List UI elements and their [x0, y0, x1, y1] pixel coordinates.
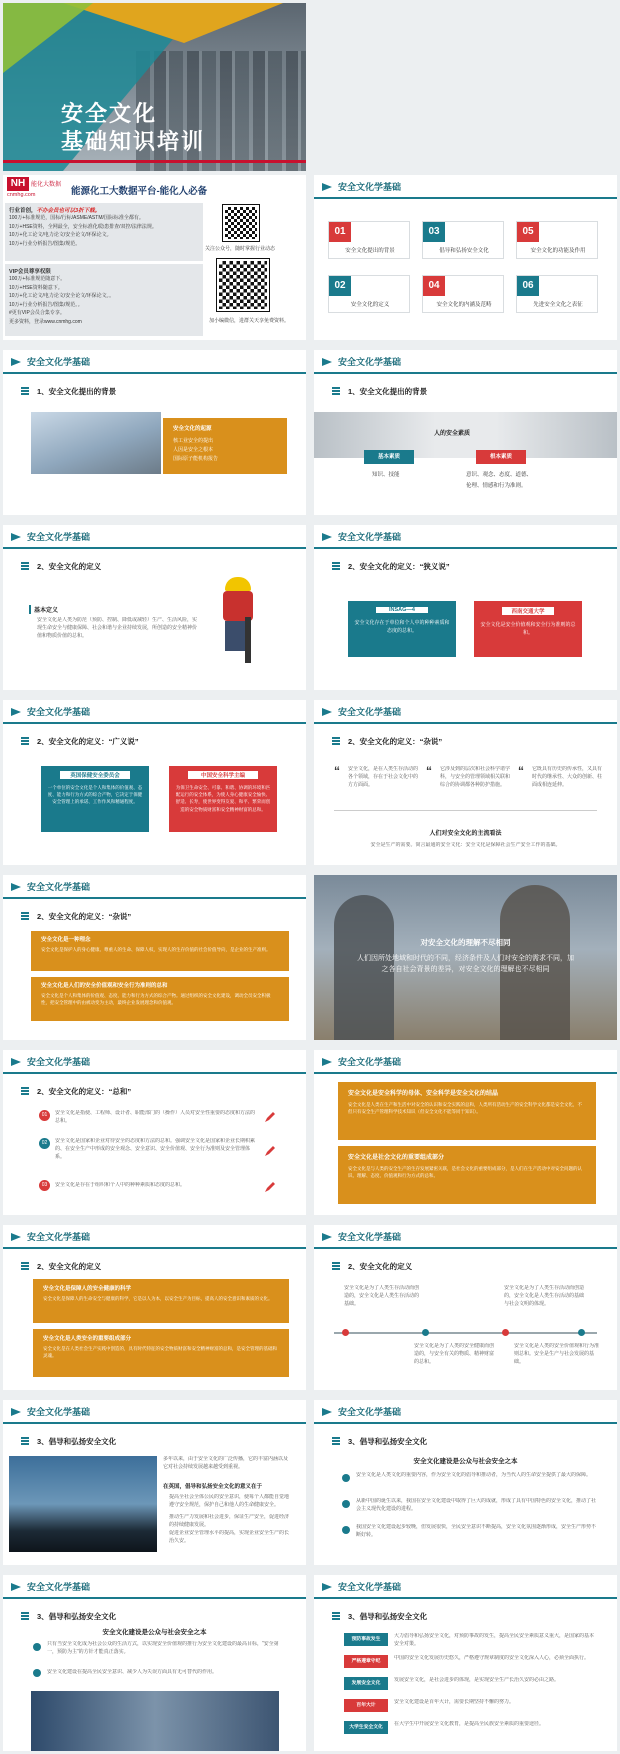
- section-title: 安全文化学基础: [27, 1232, 91, 1242]
- slide-sum-definition: [3, 1050, 306, 1215]
- toc-num: 01: [329, 222, 351, 242]
- slide-advocate-3: [3, 1575, 306, 1751]
- role-text: 在大学生中开展安全文化教育，是提高全民族安全素质的重要途径。: [394, 1721, 545, 1727]
- origin-item: 人因是安全之根本: [173, 447, 214, 453]
- slide-header: [314, 525, 617, 551]
- subtitle: 3、倡导和弘扬安全文化: [332, 1611, 427, 1622]
- workers-photo: [31, 412, 161, 474]
- qr1-caption: 关注公众号，随时掌握行业动态: [205, 246, 276, 252]
- vip-item: 100万+标准规范随意下。: [9, 276, 66, 282]
- advocate-title: 安全文化建设是公众与社会安全之本: [102, 1629, 207, 1636]
- list-icon: [332, 1612, 340, 1620]
- check-icon: [342, 1526, 350, 1534]
- qr-code-wechat-public: [223, 205, 259, 241]
- origin-item: 核工业安全的提出: [173, 438, 214, 444]
- slide-header: [3, 525, 306, 551]
- subtitle: 2、安全文化的定义：“广义说”: [21, 736, 139, 747]
- slide-cover: [3, 3, 306, 171]
- slide-definition-timeline: [314, 1225, 617, 1390]
- subtitle: 1、安全文化提出的背景: [332, 386, 427, 397]
- definition-block: [33, 1279, 289, 1323]
- slide-header: [3, 1050, 306, 1076]
- header-arrow-icon: [322, 1583, 332, 1591]
- quote-icon: “: [518, 764, 524, 778]
- header-arrow-icon: [322, 1233, 332, 1241]
- quality-center-label: 人的安全素质: [434, 431, 471, 437]
- logo-site: cnmhg.com: [7, 192, 36, 198]
- qr-code-editor-wechat: [217, 259, 269, 311]
- slide-header: [3, 350, 306, 376]
- subtitle: 2、安全文化的定义：“杂说”: [332, 736, 442, 747]
- toc-num: 06: [517, 276, 539, 296]
- toc-label: 安全文化提出的背景: [345, 248, 395, 254]
- ad-headline: 能源化工大数据平台-能化人必备: [71, 186, 208, 197]
- root-quality-desc: 意识、观念、态度、道德、: [466, 472, 533, 478]
- origin-box: [163, 418, 287, 474]
- definition-block-text: 安全文化是在人类社会生产实践中创造的，具有时代特征的安全物质财富和安全精神财富的总和，是安全管理的基础和灵魂。: [43, 1346, 277, 1359]
- header-arrow-icon: [322, 358, 332, 366]
- header-arrow-icon: [322, 1408, 332, 1416]
- toc-label: 安全文化的定义: [350, 302, 390, 308]
- toc-num: 02: [329, 276, 351, 296]
- sum-text: 安全文化是指使、工程师、设计者、职能部门的（操作）人员对安全性重要的态度和方法的总和。: [55, 1110, 255, 1124]
- slide-definition-blocks: [3, 1225, 306, 1390]
- list-icon: [332, 387, 340, 395]
- list-icon: [21, 737, 29, 745]
- swjtu-box: [474, 601, 582, 657]
- slide-header: [314, 1225, 617, 1251]
- logo-name: 能化大数据: [31, 182, 62, 188]
- slide-misc-definition: [314, 700, 617, 865]
- china-safety-text: 为保卫生命安全、可靠、和谐、协调的环境和匹配运行的安全体系，为使人身心健康安全愉快、舒适、长寿，使世界变得友爱、和平、繁荣而创造的安全物质财富和安全精神财富的总和。: [175, 785, 271, 812]
- advocate-point: 提高全社会全体公民的安全意识，使每个人都能自觉地遵守安全规范，保护自己和他人的生命健康安全。: [169, 1494, 290, 1508]
- slide-header: [3, 1225, 306, 1251]
- quote-text: 它涉及到的层次和社会科学诸学科，与安全的管理领域相关联和综合的协调都各种防护措施。: [440, 766, 511, 788]
- advocate-point: 促进企业安全管理水平的提高，实现企业安全生产的长治久安。: [169, 1530, 290, 1544]
- advocate-point: 只有当安全文化成为社会公众的生活方式，以实现安全价值观的推行为安全文化建设的最高目标，“安全第一，预防为主”的方针才能真正落实。: [47, 1641, 279, 1655]
- toc-item[interactable]: [516, 221, 598, 259]
- science-block: [338, 1082, 596, 1140]
- sum-text: 安全文化是存在于组织和个人中的种种素质和态度的总和。: [55, 1182, 186, 1188]
- slide-header: [314, 700, 617, 726]
- advocate-head: 在英国，倡导和弘扬安全文化的意义在于: [163, 1484, 263, 1490]
- origin-item: 国际原子能机构报告: [173, 456, 219, 462]
- toc-num: 05: [517, 222, 539, 242]
- role-label: 严格遵章守纪: [344, 1655, 388, 1668]
- slide-advocate-4: [314, 1575, 617, 1751]
- toc-item[interactable]: [328, 275, 410, 313]
- hse-box: [41, 766, 149, 832]
- slide-header: [314, 1050, 617, 1076]
- list-icon: [332, 562, 340, 570]
- cover-red-strip: [3, 160, 306, 163]
- insag-title: INSAG—4: [376, 607, 428, 613]
- subtitle: 2、安全文化的定义: [332, 1261, 412, 1272]
- toc-num: 04: [423, 276, 445, 296]
- slide-misc-definition-2: [3, 875, 306, 1040]
- slide-basic-definition: [3, 525, 306, 690]
- timeline-text: 安全文化是为了人类生存活动而创造的，安全文化是人类生存活动的基础。: [344, 1285, 420, 1307]
- vip-item: 10万+HSE资料随意下。: [9, 284, 63, 291]
- root-quality-desc: 伦理、情感和行为准则。: [466, 483, 527, 489]
- slide-advocate-2: [314, 1400, 617, 1565]
- role-text: 发展安全文化，是社会进步的体现，是实现安全生产长治久安的必由之路。: [394, 1677, 560, 1683]
- section-title: 安全文化学基础: [338, 357, 402, 367]
- logo-initials: NH: [7, 177, 29, 191]
- member-item: 10万+行业分析报告/图集/规范。: [9, 240, 81, 247]
- basic-quality-tag: 基本素质: [364, 450, 414, 464]
- header-arrow-icon: [11, 708, 21, 716]
- header-arrow-icon: [11, 358, 21, 366]
- quote-text: 它既具有历史的传承性，又具有时代的继承性、大众的创新、柱面成相连延伸。: [532, 766, 603, 788]
- list-icon: [21, 912, 29, 920]
- pen-icon: [265, 1146, 275, 1156]
- list-icon: [21, 562, 29, 570]
- timeline-line: [334, 1332, 597, 1334]
- science-block: [338, 1146, 596, 1204]
- slide-header: [314, 350, 617, 376]
- member-item: 10万+化工论文/电力论文/安全论文/环保论文。: [9, 232, 112, 238]
- vip-item: 10万+化工论文/电力论文/安全论文/环保论文。。: [9, 293, 115, 299]
- science-block-title: 安全文化是安全科学的母体、安全科学是安全文化的结晶: [348, 1091, 499, 1097]
- slide-header: [3, 700, 306, 726]
- subtitle: 2、安全文化的定义：“狭义说”: [332, 561, 450, 572]
- def-title: 基本定义: [29, 605, 58, 614]
- section-title: 安全文化学基础: [338, 1582, 402, 1592]
- advocate-para: 多年以来，由于安全文化的广泛传播，它的丰富内涵以及它对社会持续发展越来越受到重视。: [163, 1456, 289, 1470]
- toc-item[interactable]: [328, 221, 410, 259]
- ad-member-box: [5, 203, 203, 261]
- concept-block-text: 安全文化是个人和集体的价值观、态度、能力和行为方式的综合产物。通过组织的安全文化建设，调动全员安全积极性，把安全管理中的由被动变为主动，最终企业发展理念和价值观。: [41, 993, 271, 1006]
- pen-icon: [265, 1182, 275, 1192]
- science-block-text: 安全文化是与人类的安全生产的生存发展紧密关联，是社会文化的重要组成部分，是人们在生产活动中对安全问题的认识、理解、态度、价值观和行为方式的总和。: [348, 1166, 582, 1179]
- slide-header: [3, 1575, 306, 1601]
- concept-block-title: 安全文化是一种理念: [41, 937, 91, 943]
- advocate-point: 安全文化建设在提高全民安全意识、减少人为失误方面具有无可替代的作用。: [47, 1669, 218, 1675]
- china-safety-box: [169, 766, 277, 832]
- quote-icon: “: [334, 764, 340, 778]
- header-arrow-icon: [11, 1233, 21, 1241]
- section-title: 安全文化学基础: [338, 532, 402, 542]
- advocate-point: 我国安全文化建设起步较晚，但发展很快，全民安全意识不断提高，安全文化氛围逐渐形成，安全生产形势不断好转。: [356, 1524, 596, 1538]
- sum-num-badge: 01: [39, 1110, 50, 1121]
- swjtu-title: 西南交通大学: [502, 607, 554, 615]
- definition-block-text: 安全文化是保障人的生命安全与健康的科学，它是以人为本，以安全生产为目标，提高人的安全意识和素质的文化。: [43, 1296, 273, 1301]
- slide-ad: [3, 175, 306, 340]
- list-icon: [21, 1087, 29, 1095]
- member-item: 100万+标准规范，国标/行标/ASME/ASTM/国际标准全都有。: [9, 215, 144, 221]
- slide-header: [3, 875, 306, 901]
- china-safety-title: 中国安全科学主编: [188, 771, 258, 779]
- toc-item[interactable]: [516, 275, 598, 313]
- slide-header: [314, 1575, 617, 1601]
- role-label: 发展安全文化: [344, 1677, 388, 1690]
- vip-item: 10万+行业分析报告/图集/规范。。: [9, 301, 83, 308]
- definition-block-title: 安全文化是保障人的安全健康的科学: [43, 1286, 132, 1292]
- list-icon: [332, 737, 340, 745]
- definition-block-title: 安全文化是人类安全的重要组成部分: [43, 1336, 132, 1342]
- header-arrow-icon: [322, 708, 332, 716]
- qr2-caption: 加小编微信，进群关天享免费资料。: [209, 318, 290, 324]
- quote-text: 安全文化，是在人类生存活动的各个领域，存在于社会文化中的方方面面。: [348, 766, 419, 788]
- slide-science-mother: [314, 1050, 617, 1215]
- timeline-text: 安全文化是为了人类的安全健康而创造的，与安全有关的物质、精神财富的总和。: [414, 1343, 494, 1365]
- slide-advocate-1: [3, 1400, 306, 1565]
- mainstream-text: 安全是生产的需要。简言最通的安全文化：安全文化是保障社会生产安全工作的基础。: [370, 842, 561, 848]
- list-icon: [332, 1262, 340, 1270]
- toc-label: 倡导和弘扬安全文化: [439, 248, 489, 254]
- sum-num-badge: 02: [39, 1138, 50, 1149]
- list-icon: [21, 387, 29, 395]
- list-icon: [332, 1437, 340, 1445]
- header-arrow-icon: [322, 533, 332, 541]
- section-title: 安全文化学基础: [338, 182, 402, 192]
- section-title: 安全文化学基础: [27, 882, 91, 892]
- sum-text: 安全文化是国家和企业对待安全的态度和方法的总和。强调安全文化是国家和企业长期积累的、在安全生产中形成的安全观念、安全意识、安全价值观、安全行为准则及安全管理体系。: [55, 1138, 255, 1160]
- science-block-title: 安全文化是社会文化的重要组成部分: [348, 1155, 445, 1161]
- advocate-point: 从新中国的诞生以来，我国在安全文化建设中取得了巨大的成就，形成了具有中国特色的安全文化，推动了社会主义现代化建设的进程。: [356, 1498, 596, 1512]
- worker-drill-figure: [217, 577, 261, 669]
- header-arrow-icon: [11, 1408, 21, 1416]
- toc-label: 安全文化的内涵及范畴: [436, 302, 492, 308]
- logo: [7, 177, 67, 199]
- pen-icon: [265, 1112, 275, 1122]
- subtitle: 3、倡导和弘扬安全文化: [21, 1611, 116, 1622]
- slide-header: [3, 1400, 306, 1426]
- cover-title-line1: 安全文化: [61, 101, 158, 126]
- cover-title-line2: 基础知识培训: [61, 129, 206, 154]
- advocate-title: 安全文化建设是公众与社会安全之本: [413, 1458, 518, 1465]
- slide-understanding: [314, 875, 617, 1040]
- insag-box: [348, 601, 456, 657]
- section-title: 安全文化学基础: [338, 1407, 402, 1417]
- toc-num: 03: [423, 222, 445, 242]
- slide-toc: [314, 175, 617, 340]
- concept-block-text: 安全文化是保护人的身心健康、尊重人的生命、保障人权，实现人的生存价值的社会价值导向，是企业的生产准则。: [41, 947, 271, 952]
- section-title: 安全文化学基础: [338, 1057, 402, 1067]
- timeline-dot: [422, 1329, 429, 1336]
- check-icon: [33, 1669, 41, 1677]
- section-title: 安全文化学基础: [338, 707, 402, 717]
- root-quality-tag: 根本素质: [476, 450, 526, 464]
- member-item: 10万+HSE资料，全网最全，安全标准化/隐患排查/双控/法律法规。: [9, 223, 157, 230]
- insag-text: 安全文化存在于单位和个人中的种种素质和态度的总和。: [354, 620, 450, 634]
- understanding-caption: 对安全文化的理解不尽相同: [420, 938, 511, 947]
- section-title: 安全文化学基础: [27, 1057, 91, 1067]
- slide-human-quality: [314, 350, 617, 515]
- ad-more-link[interactable]: 更多资料，登录www.cnmhg.com: [9, 318, 82, 325]
- check-icon: [342, 1474, 350, 1482]
- section-title: 安全文化学基础: [27, 1582, 91, 1592]
- vip-extra: #更有VIP会员合集专享。: [9, 310, 65, 316]
- slide-broad-definition: [3, 700, 306, 865]
- role-text: 安全文化建设是百年大计，需要长期坚持不懈的努力。: [394, 1699, 515, 1705]
- role-text: 大力倡导和弘扬安全文化，对预防事故的发生，提高全民安全素质意义重大，是国家的基本安全对策。: [394, 1633, 595, 1647]
- wind-turbine-photo: [9, 1456, 157, 1552]
- advocate-point: 推动生产力发展和社会进步，保证生产安全，促进经济的持续健康发展。: [169, 1514, 290, 1528]
- toc-label: 先进安全文化之表征: [533, 302, 583, 308]
- role-label: 预防事故发生: [344, 1633, 388, 1646]
- subtitle: 2、安全文化的定义: [21, 561, 101, 572]
- hse-title: 英国保健安全委员会: [60, 771, 130, 779]
- role-label: 百年大计: [344, 1699, 388, 1712]
- slide-origin: [3, 350, 306, 515]
- mainstream-title: 人们对安全文化的主流看法: [429, 831, 502, 837]
- timeline-dot: [578, 1329, 585, 1336]
- check-icon: [342, 1500, 350, 1508]
- concept-block: [31, 977, 289, 1021]
- list-icon: [21, 1437, 29, 1445]
- advocate-point: 安全文化是人类文化的重要内容，作为安全文化的倡导和推动者，为当代人的生命安全提供了最大的保障。: [356, 1472, 592, 1478]
- subtitle: 3、倡导和弘扬安全文化: [332, 1436, 427, 1447]
- role-label: 大学生安全文化: [344, 1721, 388, 1734]
- quote-icon: “: [426, 764, 432, 778]
- subtitle: 2、安全文化的定义：“杂说”: [21, 911, 131, 922]
- subtitle: 1、安全文化提出的背景: [21, 386, 116, 397]
- timeline-dot: [342, 1329, 349, 1336]
- role-text: 中国的安全文化发展历史悠久，严格遵守规章制度的安全文化深入人心，必须全面执行。: [394, 1655, 590, 1661]
- header-arrow-icon: [322, 1058, 332, 1066]
- subtitle: 2、安全文化的定义: [21, 1261, 101, 1272]
- timeline-dot: [502, 1329, 509, 1336]
- subtitle: 3、倡导和弘扬安全文化: [21, 1436, 116, 1447]
- timeline-text: 安全文化是为了人类生存活动而创造的，安全文化是人类生存活动的基础与社会文明的体现。: [504, 1285, 584, 1307]
- section-title: 安全文化学基础: [27, 707, 91, 717]
- workers-photo-strip: [31, 1691, 279, 1751]
- member-title: 行业首创，: [9, 208, 37, 214]
- toc-item[interactable]: [422, 221, 504, 259]
- timeline-text: 安全文化是人类的安全价值观和行为准则总和。安全是生产与社会发展的基础。: [514, 1343, 600, 1365]
- list-icon: [21, 1262, 29, 1270]
- sum-num-badge: 03: [39, 1180, 50, 1191]
- understanding-text: 人们因所处地域和时代的不同，经济条件及人们对安全的需求不同，加之各自社会背景的差异，对安全文化的理解也不尽相同: [357, 955, 574, 974]
- concept-block: [31, 931, 289, 971]
- list-icon: [21, 1612, 29, 1620]
- header-arrow-icon: [322, 183, 332, 191]
- def-text: 安全文化是人类为防范（预防、控制、降低或减轻）生产、生活风险，实现生命安全与健康保障、社会和谐与企业持续发展，所创造的安全精神价值和物质价值的总和。: [37, 617, 197, 639]
- concept-block-title: 安全文化是人们的安全价值观和安全行为准则的总和: [41, 983, 168, 989]
- subtitle: 2、安全文化的定义：“总和”: [21, 1086, 131, 1097]
- header-arrow-icon: [11, 1583, 21, 1591]
- slide-header: [314, 1400, 617, 1426]
- header-arrow-icon: [11, 883, 21, 891]
- header-arrow-icon: [11, 1058, 21, 1066]
- section-title: 安全文化学基础: [338, 1232, 402, 1242]
- header-arrow-icon: [11, 533, 21, 541]
- swjtu-text: 安全文化是安全价值观和安全行为准则的总和。: [480, 622, 576, 636]
- section-title: 安全文化学基础: [27, 357, 91, 367]
- divider: [334, 810, 597, 811]
- toc-item[interactable]: [422, 275, 504, 313]
- ad-vip-box: [5, 264, 203, 336]
- section-title: 安全文化学基础: [27, 1407, 91, 1417]
- hse-text: 一个单位的安全文化是个人和集体的价值观、态度、能力和行为方式的综合产物，它决定于保健安全管理上的承诺、工作作风和精通程度。: [47, 785, 143, 805]
- section-title: 安全文化学基础: [27, 532, 91, 542]
- toc-label: 安全文化的功能及作用: [530, 248, 586, 254]
- basic-quality-desc: 知识、技能: [372, 472, 400, 478]
- slide-narrow-definition: [314, 525, 617, 690]
- member-red: 不办会员也可以3折下载。: [36, 208, 101, 214]
- definition-block: [33, 1329, 289, 1377]
- origin-box-title: 安全文化的起源: [173, 426, 212, 432]
- check-icon: [33, 1643, 41, 1651]
- vip-title: VIP会员尊享权限: [9, 269, 51, 275]
- slide-header: [314, 175, 617, 201]
- science-block-text: 安全文化是人类在生产和生活中对安全的认识和安全实践的总和，人类所有活动生产的安全科学文化都是安全文化，不但只有安全生产管理科学技术知识（但安全文化不能等同于知识）。: [348, 1102, 582, 1115]
